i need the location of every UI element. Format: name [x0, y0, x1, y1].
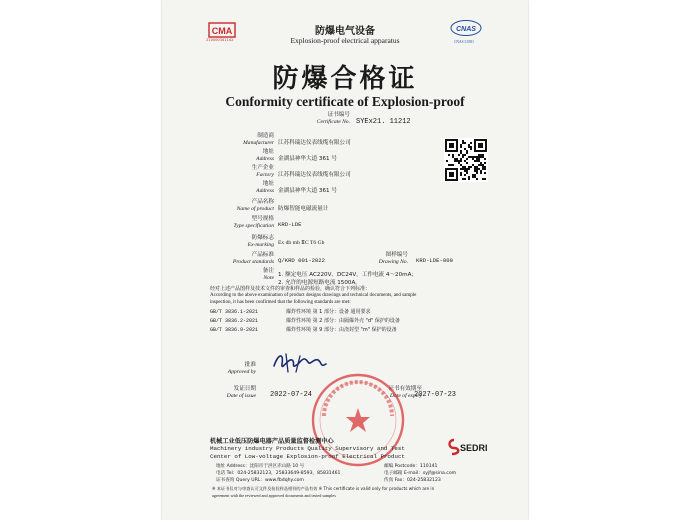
field-value: 金湖县神华大道 361 号: [278, 156, 337, 162]
qr-module: [452, 164, 454, 166]
qr-module: [464, 148, 466, 150]
cnas-logo: [446, 20, 486, 44]
field-label: 产品标准 Product standards: [232, 252, 274, 265]
qr-module: [480, 164, 482, 166]
qr-module: [462, 140, 464, 142]
cnas-logo-number: CNAS L3581: [454, 40, 474, 44]
qr-module: [482, 168, 484, 170]
qr-module: [460, 152, 462, 154]
qr-module: [460, 150, 462, 152]
cert-no-value: SYEx21. 11212: [356, 118, 411, 126]
qr-module: [484, 166, 486, 168]
qr-module: [474, 160, 476, 162]
org-query: 证书查询 Query URL：www.fbdqhy.com: [216, 478, 304, 483]
qr-module: [472, 176, 474, 178]
qr-module: [466, 168, 468, 170]
qr-module: [468, 168, 470, 170]
field-value: 江苏科瑞达仪表线缆有限公司: [278, 140, 351, 146]
qr-module: [464, 166, 466, 168]
qr-module: [466, 158, 468, 160]
qr-module: [464, 154, 466, 156]
sedri-logo-icon: [448, 438, 488, 456]
qr-module: [476, 172, 478, 174]
qr-module: [474, 176, 476, 178]
org-email: 电子邮箱 E-mail：syjf@sina.com: [384, 471, 457, 476]
field-value: 防爆智能电磁流量计: [278, 206, 329, 212]
org-fax: 传真 Fax：024-25832123: [384, 478, 441, 483]
sedri-logo-text: SEDRI: [460, 443, 488, 453]
cnas-logo-text: CNAS: [456, 26, 476, 33]
field-label: 生产企业 Factory: [251, 165, 274, 178]
qr-module: [480, 162, 482, 164]
qr-module: [460, 144, 462, 146]
qr-module: [484, 178, 486, 180]
qr-module: [464, 170, 466, 172]
qr-module: [484, 172, 486, 174]
drawing-label: 图样编号 Drawing No.: [378, 252, 408, 265]
qr-module: [482, 164, 484, 166]
field-label: 产品名称 Name of product: [236, 199, 274, 212]
qr-module: [452, 156, 454, 158]
qr-module: [462, 178, 464, 180]
qr-module: [454, 158, 456, 160]
header-title-cn: 防爆电气设备: [315, 26, 375, 37]
qr-module: [468, 146, 470, 148]
certificate-page: [162, 0, 528, 520]
main-title-cn: 防爆合格证: [272, 64, 418, 94]
org-address: 地址 Address：沈阳市于洪区赤山路 10 号: [216, 464, 305, 469]
qr-module: [472, 156, 474, 158]
standard-desc: 爆炸性环境 第 9 部分：由浇封型 "m" 保护的设备: [286, 327, 397, 333]
qr-module: [466, 162, 468, 164]
qr-module: [470, 156, 472, 158]
qr-module: [470, 142, 472, 144]
qr-module: [460, 146, 462, 148]
statement-cn: 经对上述产品图样及技术文件的审查和样品的检验，确认符合下列标准：: [210, 286, 371, 292]
qr-module: [480, 154, 482, 156]
qr-module: [464, 160, 466, 162]
qr-module: [464, 168, 466, 170]
cert-no-label: 证书编号 Certificate No.: [316, 112, 350, 125]
qr-module: [460, 160, 462, 162]
qr-code: [444, 138, 488, 182]
qr-module: [466, 172, 468, 174]
org-name-en-1: Machinery industry Products Quality Supervisory and Test: [210, 445, 405, 452]
note-line: 2. 允许的电源短路电流 1500A。: [278, 280, 361, 286]
qr-module: [462, 168, 464, 170]
qr-module: [482, 154, 484, 156]
qr-module: [466, 170, 468, 172]
approved-label: 批准 Approved by: [227, 362, 256, 375]
standard-code: GB/T 3836.2-2021: [210, 318, 259, 324]
standard-code: GB/T 3836.9-2021: [210, 327, 259, 333]
qr-module: [470, 148, 472, 150]
qr-module: [458, 162, 460, 164]
qr-module: [484, 168, 486, 170]
qr-module: [474, 170, 476, 172]
issue-label: 发证日期 Date of issue: [226, 386, 256, 399]
qr-module: [482, 156, 484, 158]
qr-module: [456, 158, 458, 160]
qr-module: [458, 154, 460, 156]
qr-module: [480, 172, 482, 174]
qr-module: [484, 162, 486, 164]
qr-module: [448, 154, 450, 156]
qr-module: [460, 168, 462, 170]
qr-module: [446, 160, 448, 162]
qr-module: [484, 158, 486, 160]
field-value: 江苏科瑞达仪表线缆有限公司: [278, 172, 351, 178]
qr-module: [474, 174, 476, 176]
qr-module: [462, 154, 464, 156]
field-value: Ex db mb ⅡC T6 Gb: [278, 240, 325, 246]
field-label: 地址 Address: [256, 149, 274, 162]
field-label: 防爆标志 Ex-marking: [247, 235, 274, 248]
qr-module: [468, 176, 470, 178]
footer-note-1: ※ 本证书仅对与审查认可文件及检验样品相符的产品有效 ※ This certificate is valid only for products which are in: [212, 486, 435, 491]
qr-module: [466, 152, 468, 154]
qr-module: [478, 156, 480, 158]
field-label: 地址 Address: [256, 181, 274, 194]
qr-module: [448, 164, 450, 166]
org-postcode: 邮编 Postcode：110141: [384, 464, 438, 469]
qr-module: [468, 178, 470, 180]
field-value: 金湖县神华大道 361 号: [278, 188, 337, 194]
note-line: 1. 额定电压 AC220V、DC24V，工作电流 4～20mA；: [278, 272, 418, 278]
qr-module: [478, 158, 480, 160]
standard-desc: 爆炸性环境 第 1 部分：设备 通用要求: [286, 309, 371, 315]
qr-module: [460, 158, 462, 160]
qr-module: [456, 160, 458, 162]
note-label: 备注 Note: [262, 268, 274, 281]
cma-logo-text: CMA: [211, 26, 233, 36]
statement-en-1: According to the above examination of product designs drawings and technical documents, and sample: [210, 293, 417, 298]
qr-module: [462, 142, 464, 144]
field-label: 型号规格 Type specification: [233, 216, 274, 229]
qr-module: [476, 168, 478, 170]
qr-module: [478, 160, 480, 162]
qr-module: [454, 160, 456, 162]
qr-module: [478, 168, 480, 170]
qr-module: [460, 164, 462, 166]
qr-module: [458, 160, 460, 162]
qr-module: [482, 166, 484, 168]
qr-module: [474, 168, 476, 170]
cnas-logo-icon: [446, 20, 486, 40]
qr-module: [472, 174, 474, 176]
qr-module: [476, 158, 478, 160]
qr-module: [478, 154, 480, 156]
qr-module: [476, 170, 478, 172]
issue-value: 2022-07-24: [270, 391, 313, 399]
qr-module: [482, 178, 484, 180]
qr-module: [468, 166, 470, 168]
expiry-value: 2027-07-23: [414, 391, 457, 399]
qr-module: [470, 146, 472, 148]
qr-module: [474, 166, 476, 168]
qr-module: [480, 170, 482, 172]
qr-module: [452, 154, 454, 156]
qr-module: [464, 142, 466, 144]
qr-module: [464, 178, 466, 180]
drawing-value: KRD-LDE-000: [416, 257, 453, 264]
org-name-en-2: Center of Low-voltage Explosion-proof Electrical Product: [210, 453, 405, 460]
qr-module: [468, 144, 470, 146]
field-value: Q/KRD 001-2022: [278, 257, 325, 264]
field-label: 制造商 Manufacturer: [243, 133, 274, 146]
qr-module: [460, 174, 462, 176]
cma-logo-number: 210000341142: [206, 38, 234, 42]
qr-module: [472, 164, 474, 166]
footer-note-2: agreement with the reviewed and approved documents and tested samples: [212, 493, 336, 498]
header-title-en: Explosion-proof electrical apparatus: [290, 36, 400, 45]
org-name-cn: 机械工业低压防爆电器产品质量监督检测中心: [210, 438, 334, 445]
qr-module: [462, 156, 464, 158]
org-phone: 电话 Tel：024-25832123，25833649-8593，85831461: [216, 471, 341, 476]
qr-module: [476, 156, 478, 158]
standard-code: GB/T 3836.1-2021: [210, 309, 259, 315]
sedri-logo: [448, 438, 488, 460]
qr-module: [460, 172, 462, 174]
field-value: KRD-LDE: [278, 221, 302, 228]
qr-module: [450, 164, 452, 166]
expiry-label: 证书有效期至 Date of expiry: [388, 386, 422, 399]
statement-en-2: inspection, it has been confirmed that the following standards are met:: [210, 300, 351, 305]
qr-module: [468, 156, 470, 158]
qr-module: [478, 164, 480, 166]
qr-module: [464, 174, 466, 176]
qr-module: [476, 160, 478, 162]
qr-module: [480, 156, 482, 158]
qr-module: [476, 178, 478, 180]
main-title-en: Conformity certificate of Explosion-proof: [225, 94, 465, 109]
qr-module: [474, 156, 476, 158]
qr-module: [476, 166, 478, 168]
qr-module: [470, 166, 472, 168]
qr-module: [472, 158, 474, 160]
standard-desc: 爆炸性环境 第 2 部分：由隔爆外壳 "d" 保护的设备: [286, 318, 400, 324]
qr-module: [466, 150, 468, 152]
qr-module: [462, 166, 464, 168]
